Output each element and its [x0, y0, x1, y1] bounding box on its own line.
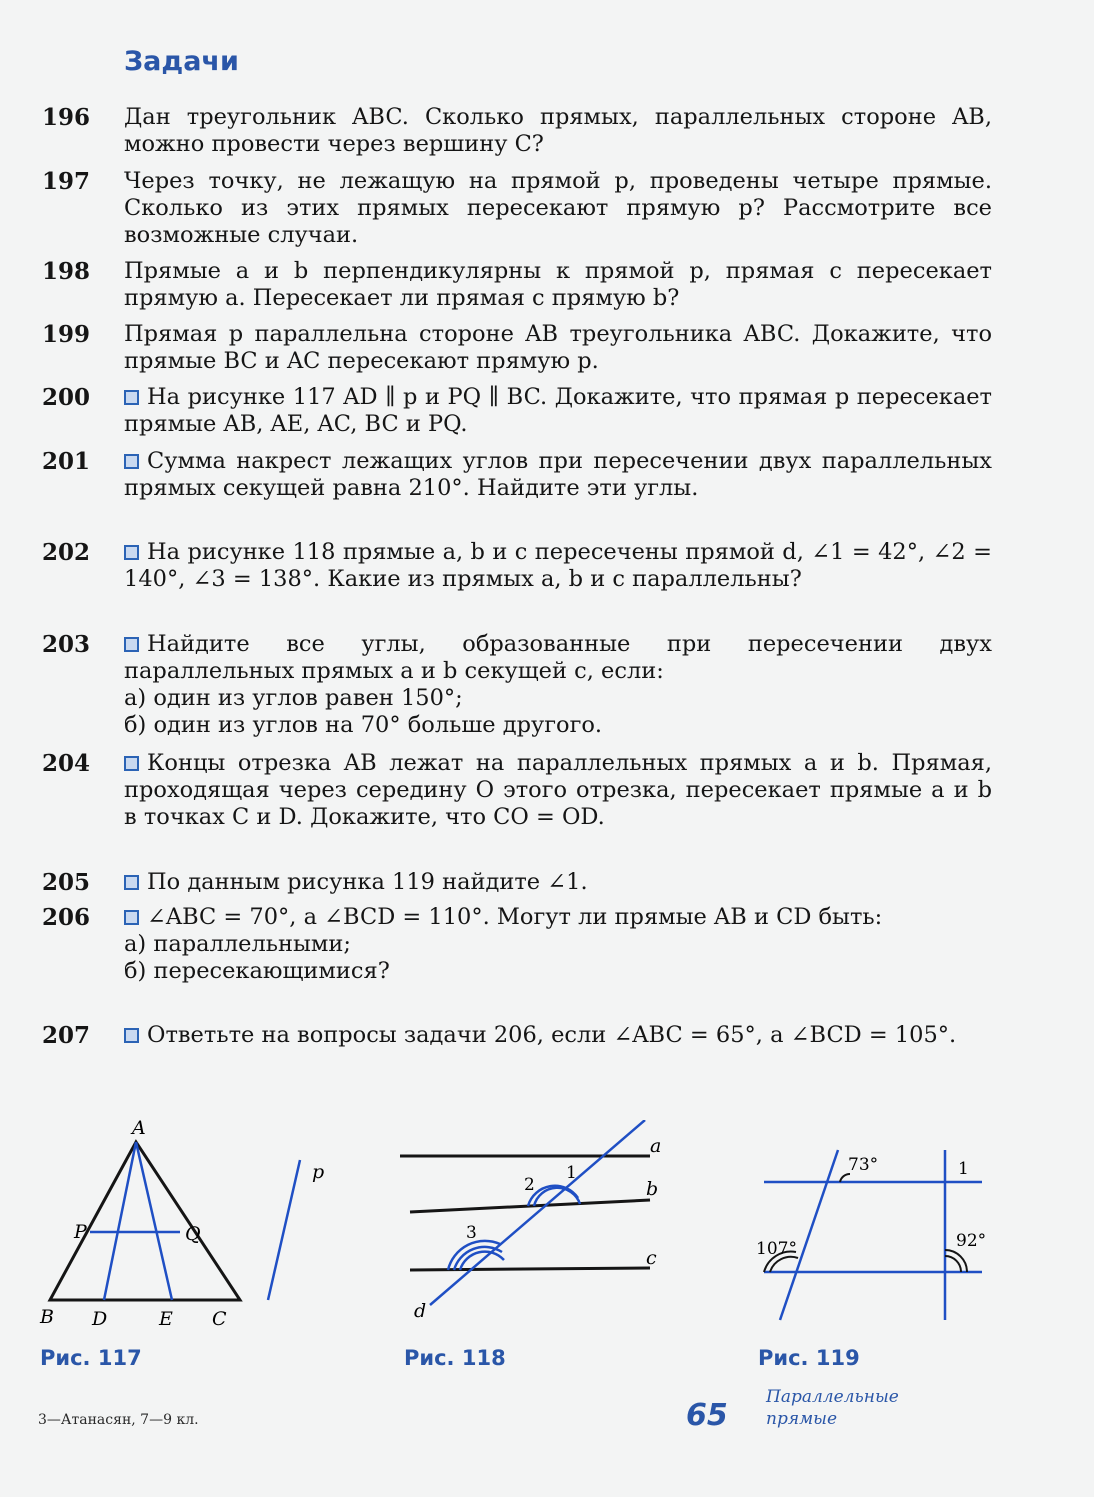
problem-number: 199 [42, 321, 91, 348]
practice-square-icon [124, 875, 139, 890]
practice-square-icon [124, 545, 139, 560]
practice-square-icon [124, 637, 139, 652]
subitem-a: а) один из углов равен 150°; [124, 685, 463, 711]
label-A: A [132, 1120, 146, 1139]
label-angle-3: 3 [466, 1223, 477, 1243]
problem-number: 196 [42, 104, 91, 131]
subitem-b: б) пересекающимися? [124, 958, 390, 984]
problem-number: 205 [42, 869, 91, 896]
label-p: p [312, 1161, 325, 1183]
problem-text: Найдите все углы, образованные при пересечении двух параллельных прямых a и b секущей c, если: [124, 631, 992, 684]
label-angle-92: 92° [956, 1231, 987, 1251]
label-angle-1: 1 [566, 1163, 577, 1183]
problem-text: ∠ABC = 70°, а ∠BCD = 110°. Могут ли прямые AB и CD быть: [147, 904, 883, 930]
subitem-b: б) один из углов на 70° больше другого. [124, 712, 603, 738]
caption-figure-119: Рис. 119 [758, 1346, 860, 1370]
problem-number: 202 [42, 539, 91, 566]
footer-signature: 3—Атанасян, 7—9 кл. [38, 1412, 199, 1428]
label-angle-73: 73° [848, 1155, 879, 1175]
label-E: E [159, 1308, 173, 1330]
problem-text: Концы отрезка AB лежат на параллельных прямых a и b. Прямая, проходящая через середину O этого отрезка, пересекает прямые a и b в точках C и D. Докажите, что CO = OD. [124, 750, 992, 830]
problem-text: На рисунке 117 AD ∥ p и PQ ∥ BC. Докажите, что прямая p пересекает прямые AB, AE, AC, BC и PQ. [124, 384, 992, 437]
running-section-title [766, 1386, 966, 1430]
practice-square-icon [124, 756, 139, 771]
problem-number: 203 [42, 631, 91, 658]
problem-text: Через точку, не лежащую на прямой p, проведены четыре прямые. Сколько из этих прямых пересекают прямую p? Рассмотрите все возможные случаи. [124, 168, 992, 248]
figure-118 [400, 1120, 690, 1330]
practice-square-icon [124, 390, 139, 405]
label-angle-1: 1 [958, 1159, 969, 1179]
caption-figure-117: Рис. 117 [40, 1346, 142, 1370]
problem-text: Дан треугольник ABC. Сколько прямых, параллельных стороне AB, можно провести через вершину C? [124, 104, 992, 157]
problem-number: 198 [42, 258, 91, 285]
label-P: P [74, 1221, 87, 1243]
problem-text: Сумма накрест лежащих углов при пересечении двух параллельных прямых секущей равна 210°. Найдите эти углы. [124, 448, 992, 501]
practice-square-icon [124, 454, 139, 469]
section-heading: Задачи [124, 46, 239, 77]
label-C: C [212, 1308, 227, 1330]
problem-number: 200 [42, 384, 91, 411]
label-a: a [650, 1135, 662, 1157]
label-Q: Q [185, 1223, 201, 1245]
problem-number: 204 [42, 750, 91, 777]
page-number: 65 [686, 1398, 728, 1433]
label-d: d [414, 1300, 427, 1322]
section-title-line-1: Параллельные [766, 1387, 899, 1407]
label-c: c [646, 1247, 657, 1269]
label-b: b [646, 1178, 659, 1200]
figure-119 [750, 1140, 1000, 1330]
problem-number: 201 [42, 448, 91, 475]
figure-117 [30, 1120, 360, 1340]
problem-text: Прямые a и b перпендикулярны к прямой p, прямая c пересекает прямую a. Пересекает ли прямая c прямую b? [124, 258, 992, 311]
problem-number: 207 [42, 1022, 91, 1049]
caption-figure-118: Рис. 118 [404, 1346, 506, 1370]
problem-text: На рисунке 118 прямые a, b и c пересечены прямой d, ∠1 = 42°, ∠2 = 140°, ∠3 = 138°. Какие из прямых a, b и c параллельны? [124, 539, 992, 592]
problem-number: 206 [42, 904, 91, 931]
label-angle-2: 2 [524, 1175, 535, 1195]
subitem-a: а) параллельными; [124, 931, 351, 957]
label-B: B [40, 1306, 54, 1328]
practice-square-icon [124, 910, 139, 925]
section-title-line-2: прямые [766, 1409, 838, 1429]
problem-text: Прямая p параллельна стороне AB треугольника ABC. Докажите, что прямые BC и AC пересекают прямую p. [124, 321, 992, 374]
label-D: D [92, 1308, 108, 1330]
problem-text: По данным рисунка 119 найдите ∠1. [147, 869, 588, 895]
practice-square-icon [124, 1028, 139, 1043]
label-angle-107: 107° [756, 1239, 797, 1259]
problem-text: Ответьте на вопросы задачи 206, если ∠ABC = 65°, а ∠BCD = 105°. [147, 1022, 957, 1048]
problem-number: 197 [42, 168, 91, 195]
